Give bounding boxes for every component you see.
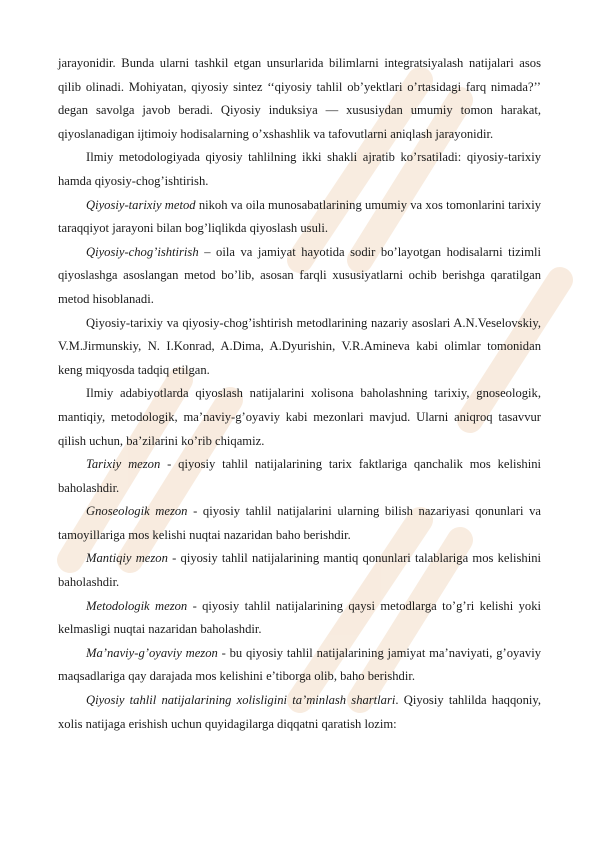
paragraph-text: – oila va jamiyat hayotida sodir bo’layotgan hodisalarni tizimli qiyoslashga asoslangan metod bo’lib, asosan farqli xususiyatlarni ochib berishga qaratilgan metod hisoblanadi. — [58, 244, 541, 306]
paragraph-text: Ilmiy adabiyotlarda qiyoslash natijalarini xolisona baholashning tarixiy, gnoseologik, mantiqiy, metodologik, ma’naviy-g’oyaviy kabi mezonlari mavjud. Ularni aniqroq tasavvur qilish uchun, ba’zilarini ko’rib chiqamiz. — [58, 386, 541, 448]
paragraph-text: - qiyosiy tahlil natijalarining mantiq qonunlari talablariga mos kelishini baholashdir. — [58, 551, 542, 590]
paragraph-text: . Qiyosiy tahlilda haqqoniy, xolis natijaga erishish uchun quyidagilarga diqqatni qaratish lozim: — [58, 693, 541, 731]
paragraph-3 — [58, 241, 541, 312]
term-lead: Ma’naviy-g’oyaviy mezon — [86, 645, 218, 660]
paragraph-9 — [58, 595, 541, 642]
paragraph-11 — [58, 689, 541, 736]
paragraph-4 — [58, 312, 541, 383]
paragraph-text: nikoh va oila munosabatlarining umumiy va xos tomonlarini tarixiy taraqqiyot jarayoni bilan bog’liqlikda qiyoslash usuli. — [58, 197, 542, 236]
term-lead: Tarixiy mezon — [86, 457, 161, 472]
paragraph-6 — [58, 453, 541, 500]
paragraph-0 — [58, 52, 541, 146]
paragraph-1 — [58, 146, 541, 193]
term-lead: Qiyosiy tahlil natijalarining xolisligini ta’minlash shartlari — [86, 693, 396, 708]
document-body — [58, 52, 541, 736]
term-lead: Gnoseologik mezon — [86, 504, 188, 519]
paragraph-text: - bu qiyosiy tahlil natijalarining jamiyat ma’naviyati, g’oyaviy maqsadlariga qay darajada mos kelishini e’tiborga olib, baho berishdir. — [58, 645, 541, 684]
paragraph-7 — [58, 500, 541, 547]
paragraph-text: Qiyosiy-tarixiy va qiyosiy-chog’ishtirish metodlarining nazariy asoslari A.N.Veselovskiy, V.M.Jirmunskiy, N. I.Konrad, A.Dima, A.Dyurishin, V.R.Amineva kabi olimlar tomonidan keng miqyosda tadqiq etilgan. — [58, 315, 541, 377]
paragraph-text: jarayonidir. Bunda ularni tashkil etgan unsurlarida bilimlarni integratsiyalash natijalari asos qilib olinadi. Mohiyatan, qiyosiy sintez ‘‘qiyosiy tahlil ob’yektlari o’rtasidagi farq nimada?’’ degan savolga javob beradi. Qiyosiy induksiya — xususiydan umumiy tomon harakat, qiyoslanadigan ijtimoiy hodisalarning o’xshashlik va tafovutlarni aniqlash jarayonidir. — [58, 56, 541, 141]
term-lead: Mantiqiy mezon — [86, 551, 168, 566]
paragraph-text: - qiyosiy tahlil natijalarini ularning bilish nazariyasi qonunlari va tamoyillariga mos kelishi nuqtai nazaridan baho berishdir. — [58, 504, 541, 542]
term-lead: Qiyosiy-tarixiy metod — [86, 197, 196, 212]
term-lead: Qiyosiy-chog’ishtirish — [86, 244, 199, 259]
paragraph-10 — [58, 642, 541, 689]
paragraph-text: Ilmiy metodologiyada qiyosiy tahlilning ikki shakli ajratib ko’rsatiladi: qiyosiy-tarixiy hamda qiyosiy-chog’ishtirish. — [58, 150, 541, 188]
paragraph-text: - qiyosiy tahlil natijalarining qaysi metodlarga to’g’ri kelishi yoki kelmasligi nuqtai nazaridan baholashdir. — [58, 598, 541, 637]
paragraph-8 — [58, 547, 541, 594]
paragraph-2 — [58, 194, 541, 241]
term-lead: Metodologik mezon — [86, 598, 188, 613]
paragraph-5 — [58, 382, 541, 453]
paragraph-text: - qiyosiy tahlil natijalarining tarix faktlariga qanchalik mos kelishini baholashdir. — [58, 457, 541, 495]
